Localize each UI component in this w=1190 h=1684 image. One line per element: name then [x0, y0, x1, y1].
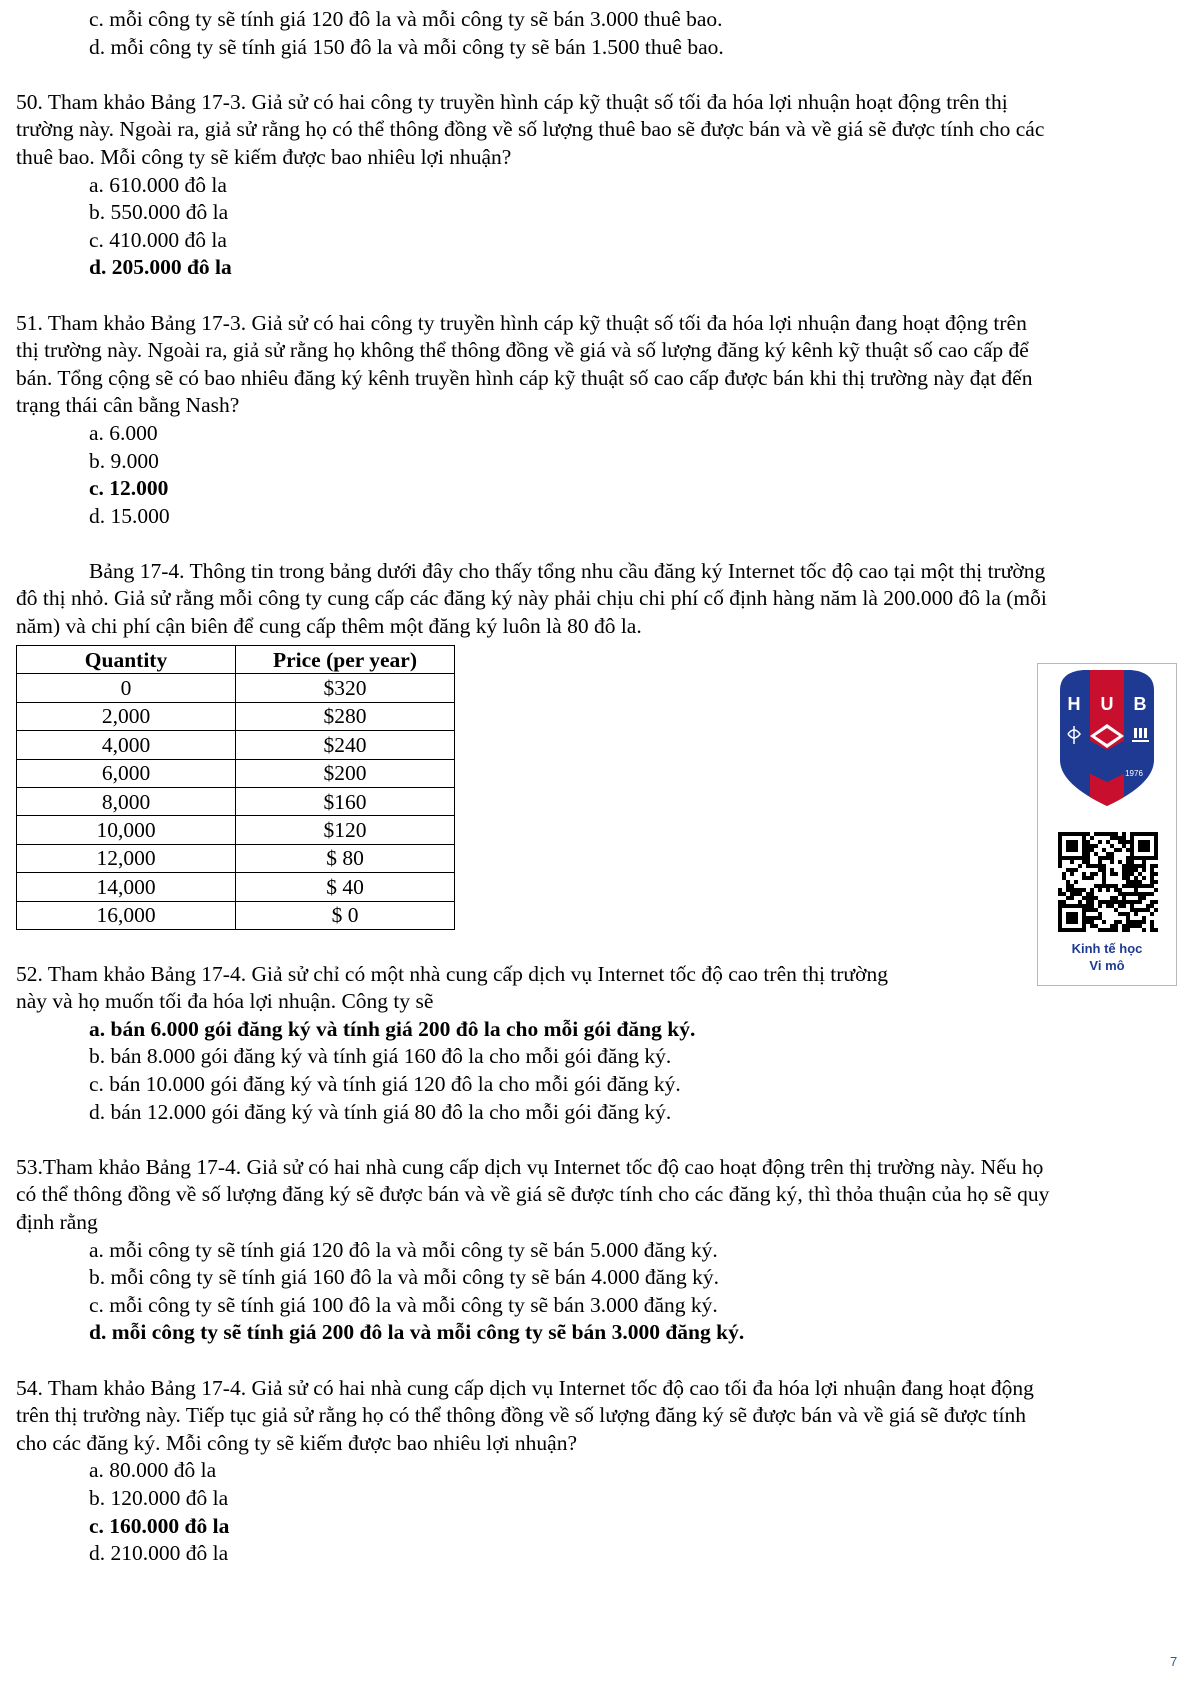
- answer-option: b. mỗi công ty sẽ tính giá 160 đô la và mỗi công ty sẽ bán 4.000 đăng ký.: [89, 1265, 719, 1290]
- text-line: Bảng 17-4. Thông tin trong bảng dưới đây cho thấy tổng nhu cầu đăng ký Internet tốc độ cao tại một thị trường: [89, 558, 1046, 583]
- header-price: Price (per year): [236, 646, 455, 674]
- cell-quantity: 0: [17, 674, 236, 702]
- question-54-options: [16, 1457, 1176, 1567]
- question-54-text: [16, 1375, 1176, 1458]
- answer-option: c. mỗi công ty sẽ tính giá 100 đô la và mỗi công ty sẽ bán 3.000 đăng ký.: [89, 1292, 718, 1317]
- text-line: này và họ muốn tối đa hóa lợi nhuận. Công ty sẽ: [16, 989, 434, 1014]
- cell-quantity: 16,000: [17, 901, 236, 929]
- cell-price: $160: [236, 787, 455, 815]
- table-row: [17, 759, 455, 787]
- question-51-text: [16, 310, 1176, 420]
- text-line: có thể thông đồng về số lượng đăng ký sẽ được bán và về giá sẽ được tính cho các đăng ký, thì thỏa thuận của họ sẽ quy: [16, 1182, 1050, 1207]
- text-line: định rằng: [16, 1210, 98, 1234]
- cell-price: $320: [236, 674, 455, 702]
- question-52-options: [16, 1016, 1176, 1126]
- cell-quantity: 14,000: [17, 873, 236, 901]
- text-line: trường này. Ngoài ra, giả sử rằng họ có thể thông đồng về số lượng thuê bao sẽ được bán và về giá sẽ được tính cho các: [16, 117, 1045, 142]
- text-line: 51. Tham khảo Bảng 17-3. Giả sử có hai công ty truyền hình cáp kỹ thuật số tối đa hóa lợi nhuận đang hoạt động trên: [16, 310, 1027, 335]
- cell-quantity: 10,000: [17, 816, 236, 844]
- answer-option: c. 160.000 đô la: [89, 1513, 230, 1538]
- question-53: [16, 1154, 1176, 1347]
- cell-price: $200: [236, 759, 455, 787]
- answer-option: d. bán 12.000 gói đăng ký và tính giá 80 đô la cho mỗi gói đăng ký.: [89, 1099, 672, 1124]
- badge-caption-line2: Vi mô: [1089, 958, 1125, 973]
- text-line: thuê bao. Mỗi công ty sẽ kiếm được bao nhiêu lợi nhuận?: [16, 144, 512, 169]
- qr-code: [1058, 832, 1158, 932]
- answer-option: d. 205.000 đô la: [89, 255, 232, 280]
- question-50: [16, 89, 1176, 282]
- cell-price: $280: [236, 702, 455, 730]
- table-row: [17, 674, 455, 702]
- question-51-options: [16, 420, 1176, 530]
- answer-option: c. bán 10.000 gói đăng ký và tính giá 120 đô la cho mỗi gói đăng ký.: [89, 1072, 681, 1097]
- badge-caption-line1: Kinh tế học: [1071, 941, 1143, 956]
- text-line: 54. Tham khảo Bảng 17-4. Giả sử có hai nhà cung cấp dịch vụ Internet tốc độ cao tối đa hóa lợi nhuận đang hoạt động: [16, 1375, 1034, 1400]
- cell-price: $ 80: [236, 844, 455, 872]
- answer-option: b. 550.000 đô la: [89, 200, 229, 225]
- text-line: 53.Tham khảo Bảng 17-4. Giả sử có hai nhà cung cấp dịch vụ Internet tốc độ cao hoạt động trên thị trường này. Nếu họ: [16, 1154, 1044, 1179]
- table-body: [17, 674, 455, 930]
- question-51: [16, 310, 1176, 531]
- question-52: [16, 961, 1176, 1127]
- answer-option: a. mỗi công ty sẽ tính giá 120 đô la và mỗi công ty sẽ bán 5.000 đăng ký.: [89, 1237, 718, 1262]
- cell-quantity: 12,000: [17, 844, 236, 872]
- question-54: [16, 1375, 1176, 1568]
- table-17-4-intro: [16, 558, 1176, 641]
- text-line: 52. Tham khảo Bảng 17-4. Giả sử chỉ có một nhà cung cấp dịch vụ Internet tốc độ cao trên thị trường: [16, 961, 888, 986]
- text-line: 50. Tham khảo Bảng 17-3. Giả sử có hai công ty truyền hình cáp kỹ thuật số tối đa hóa lợi nhuận hoạt động trên thị: [16, 89, 1008, 114]
- text-line: thị trường này. Ngoài ra, giả sử rằng họ không thể thông đồng về giá và số lượng đăng ký kênh kỹ thuật số cao cấp để: [16, 338, 1029, 363]
- table-row: [17, 731, 455, 759]
- cell-price: $ 40: [236, 873, 455, 901]
- cell-quantity: 8,000: [17, 787, 236, 815]
- answer-option: b. 120.000 đô la: [89, 1485, 229, 1510]
- answer-option: b. 9.000: [89, 448, 159, 473]
- cell-quantity: 6,000: [17, 759, 236, 787]
- question-50-options: [16, 172, 1176, 282]
- answer-option: d. mỗi công ty sẽ tính giá 200 đô la và mỗi công ty sẽ bán 3.000 đăng ký.: [89, 1320, 745, 1345]
- answer-option: a. 80.000 đô la: [89, 1458, 217, 1483]
- cell-quantity: 2,000: [17, 702, 236, 730]
- text-line: trạng thái cân bằng Nash?: [16, 393, 240, 418]
- answer-option: d. 15.000: [89, 503, 170, 528]
- hub-badge: [1037, 663, 1177, 986]
- question-53-options: [16, 1237, 1176, 1347]
- answer-option: d. 210.000 đô la: [89, 1541, 229, 1566]
- logo-letter-h: H: [1067, 694, 1081, 714]
- logo-letter-u: U: [1100, 694, 1114, 714]
- question-52-text: [16, 961, 1176, 1016]
- question-53-text: [16, 1154, 1176, 1237]
- text-line: trên thị trường này. Tiếp tục giả sử rằng họ có thể thông đồng về số lượng đăng ký sẽ được bán và về giá sẽ được tính: [16, 1403, 1026, 1428]
- logo-year: 1976: [1125, 769, 1143, 778]
- cell-price: $240: [236, 731, 455, 759]
- table-row: [17, 844, 455, 872]
- table-header-row: [17, 646, 455, 674]
- text-line: cho các đăng ký. Mỗi công ty sẽ kiếm được bao nhiêu lợi nhuận?: [16, 1430, 577, 1455]
- answer-option: a. 610.000 đô la: [89, 172, 227, 197]
- table-row: [17, 816, 455, 844]
- answer-option: b. bán 8.000 gói đăng ký và tính giá 160 đô la cho mỗi gói đăng ký.: [89, 1044, 672, 1069]
- text-line: năm) và chi phí cận biên để cung cấp thêm một đăng ký luôn là 80 đô la.: [16, 614, 642, 639]
- answer-option: a. bán 6.000 gói đăng ký và tính giá 200 đô la cho mỗi gói đăng ký.: [89, 1016, 696, 1041]
- table-row: [17, 787, 455, 815]
- hub-logo-shield: [1038, 664, 1176, 814]
- header-quantity: Quantity: [17, 646, 236, 674]
- logo-letter-b: B: [1133, 694, 1147, 714]
- carryover-options: [16, 6, 1176, 61]
- cell-quantity: 4,000: [17, 731, 236, 759]
- answer-option: c. 410.000 đô la: [89, 227, 227, 252]
- answer-option: a. 6.000: [89, 420, 158, 445]
- table-row: [17, 901, 455, 929]
- cell-price: $120: [236, 816, 455, 844]
- table-17-4: [16, 645, 455, 930]
- answer-option: c. mỗi công ty sẽ tính giá 120 đô la và mỗi công ty sẽ bán 3.000 thuê bao.: [89, 7, 723, 31]
- table-row: [17, 702, 455, 730]
- text-line: đô thị nhỏ. Giả sử rằng mỗi công ty cung cấp các đăng ký này phải chịu chi phí cố định hàng năm là 200.000 đô la (mỗi: [16, 586, 1047, 611]
- cell-price: $ 0: [236, 901, 455, 929]
- table-row: [17, 873, 455, 901]
- answer-option: c. 12.000: [89, 476, 169, 501]
- question-50-text: [16, 89, 1176, 172]
- page-number: 7: [1170, 1654, 1178, 1669]
- answer-option: d. mỗi công ty sẽ tính giá 150 đô la và mỗi công ty sẽ bán 1.500 thuê bao.: [89, 34, 724, 59]
- text-line: bán. Tổng cộng sẽ có bao nhiêu đăng ký kênh truyền hình cáp kỹ thuật số cao cấp được bán khi thị trường này đạt đến: [16, 365, 1033, 390]
